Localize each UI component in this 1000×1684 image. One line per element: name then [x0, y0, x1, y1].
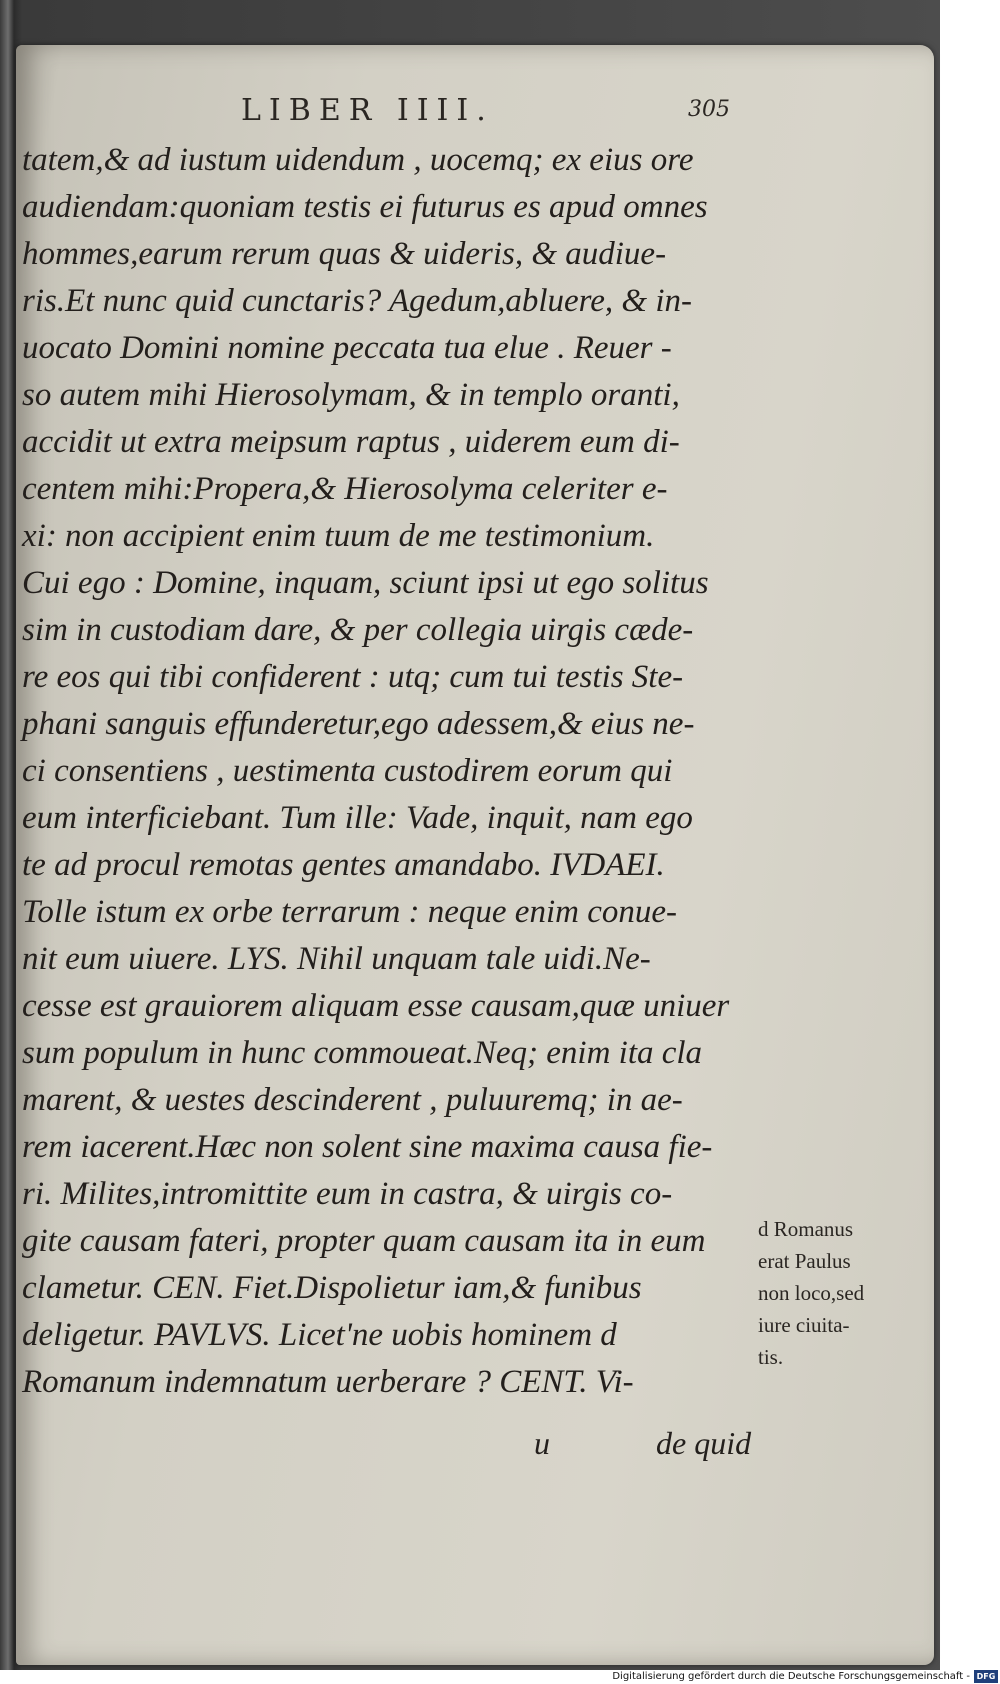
text-line: gite causam fateri, propter quam causam ita in eum — [22, 1223, 706, 1259]
text-line: xi: non accipient enim tuum de me testimonium. — [22, 518, 655, 554]
text-line: re eos qui tibi confiderent : utq; cum tui testis Ste- — [22, 659, 684, 695]
text-line: ri. Milites,intromittite eum in castra, & uirgis co- — [22, 1176, 673, 1212]
folio-number: 305 — [688, 97, 730, 122]
text-line: tatem,& ad iustum uidendum , uocemq; ex eius ore — [22, 142, 694, 178]
marginal-note-line: tis. — [758, 1345, 784, 1369]
text-line: audiendam:quoniam testis ei futurus es apud omnes — [22, 189, 708, 225]
marginal-note-line: iure ciuita- — [758, 1313, 850, 1337]
marginal-note-line: erat Paulus — [758, 1249, 851, 1273]
text-line: sim in custodiam dare, & per collegia uirgis cæde- — [22, 612, 694, 648]
marginal-note-line: d Romanus — [758, 1217, 854, 1241]
catchword: de quid — [656, 1425, 752, 1461]
text-line: nit eum uiuere. LYS. Nihil unquam tale uidi.Ne- — [22, 941, 651, 977]
text-line: Cui ego : Domine, inquam, sciunt ipsi ut ego solitus — [22, 565, 709, 601]
text-line: ci consentiens , uestimenta custodirem eorum qui — [22, 753, 673, 789]
marginal-note-line: non loco,sed — [758, 1281, 865, 1305]
marginal-note — [758, 1213, 928, 1373]
running-head: LIBER IIII. — [241, 93, 494, 128]
text-line: centem mihi:Propera,& Hierosolyma celeriter e- — [22, 471, 668, 507]
text-line: deligetur. PAVLVS. Licet'ne uobis hominem d — [22, 1317, 617, 1353]
catchword-line — [516, 1425, 756, 1465]
text-line: sum populum in hunc commoueat.Neq; enim ita cla — [22, 1035, 703, 1071]
text-line: Romanum indemnatum uerberare ? CENT. Vi- — [22, 1364, 634, 1400]
body-text — [22, 137, 752, 1406]
text-line: cesse est grauiorem aliquam esse causam,quæ uniuer — [22, 988, 730, 1024]
book-page — [16, 45, 934, 1665]
text-line: uocato Domini nomine peccata tua elue . Reuer - — [22, 330, 672, 366]
text-line: Tolle istum ex orbe terrarum : neque enim conue- — [22, 894, 677, 930]
text-line: rem iacerent.Hæc non solent sine maxima causa fie- — [22, 1129, 713, 1165]
text-line: te ad procul remotas gentes amandabo. IVDAEI. — [22, 847, 665, 883]
dfg-logo: DFG — [974, 1670, 998, 1683]
text-line: hommes,earum rerum quas & uideris, & audiue- — [22, 236, 667, 272]
text-line: accidit ut extra meipsum raptus , uiderem eum di- — [22, 424, 680, 460]
funding-credit: Digitalisierung gefördert durch die Deutsche Forschungsgemeinschaft - — [612, 1671, 970, 1682]
text-line: marent, & uestes descinderent , puluuremq; in ae- — [22, 1082, 683, 1118]
text-line: eum interficiebant. Tum ille: Vade, inquit, nam ego — [22, 800, 693, 836]
text-line: so autem mihi Hierosolymam, & in templo oranti, — [22, 377, 680, 413]
text-line: clametur. CEN. Fiet.Dispolietur iam,& funibus — [22, 1270, 642, 1306]
text-line: phani sanguis effunderetur,ego adessem,& eius ne- — [22, 706, 695, 742]
text-line: ris.Et nunc quid cunctaris? Agedum,abluere, & in- — [22, 283, 693, 319]
signature-mark: u — [534, 1425, 550, 1461]
